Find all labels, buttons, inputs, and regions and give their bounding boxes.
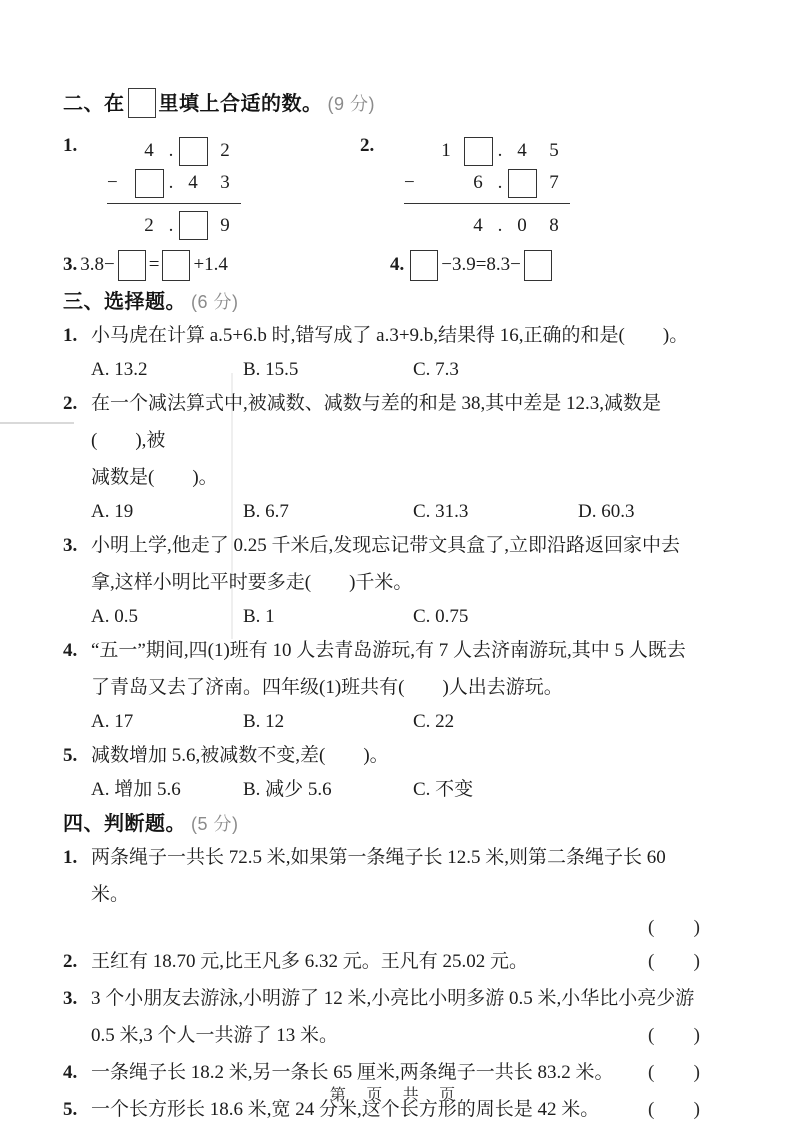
choice-question	[63, 317, 700, 385]
choice-option: B. 12	[243, 711, 285, 732]
decimal-point: .	[497, 140, 503, 161]
digit: 2	[220, 140, 230, 161]
minus-sign: −	[404, 172, 415, 193]
choice-question-text: 小马虎在计算 a.5+6.b 时,错写成了 a.3+9.b,结果得 16,正确的和是( )。	[91, 325, 689, 346]
fill-in-box	[179, 137, 208, 166]
choice-question-line	[63, 527, 700, 564]
fill-in-box	[464, 137, 493, 166]
judge-questions	[63, 839, 700, 1122]
judge-question-text: 一条绳子长 18.2 米,另一条长 65 厘米,两条绳子一共长 83.2 米。	[91, 1062, 614, 1083]
bracket-open: (	[648, 1025, 655, 1046]
choice-option: C. 不变	[413, 779, 474, 800]
digit: 4	[473, 214, 483, 236]
answer-bracket	[648, 943, 700, 980]
choice-question-line	[63, 632, 700, 669]
digit: 7	[549, 172, 559, 193]
decimal-point: .	[168, 214, 174, 236]
choice-option: B. 6.7	[243, 501, 289, 522]
equation-problems-row	[63, 245, 700, 285]
choice-question-text: 减数增加 5.6,被减数不变,差( )。	[91, 745, 389, 766]
choice-option: C. 7.3	[413, 359, 459, 380]
digit: 3	[220, 172, 230, 193]
section-judge-heading	[63, 809, 700, 839]
page-footer	[0, 1082, 793, 1105]
section-points: (9 分)	[327, 94, 375, 114]
vertical-problems-row	[63, 135, 700, 243]
answer-bracket	[648, 1017, 700, 1054]
question-number: 5.	[63, 1099, 78, 1120]
choice-option: A. 13.2	[91, 359, 148, 380]
answer-bracket	[648, 913, 700, 943]
question-number: 5.	[63, 745, 78, 766]
choice-option: A. 19	[91, 501, 134, 522]
vertical-subtraction-problem	[63, 135, 360, 243]
choice-question-line	[63, 385, 700, 459]
choice-question-text: 了青岛又去了济南。四年级(1)班共有( )人出去游玩。	[91, 677, 563, 698]
choice-option: A. 0.5	[91, 606, 138, 627]
question-number: 4.	[63, 640, 78, 661]
judge-question-text: 3 个小朋友去游泳,小明游了 12 米,小亮比小明多游 0.5 米,小华比小亮少游	[91, 988, 695, 1009]
choice-question-line	[63, 564, 700, 601]
choice-question-line	[63, 737, 700, 774]
problem-number: 1.	[63, 135, 78, 156]
box-cell	[506, 169, 538, 198]
judge-question-line	[63, 943, 700, 980]
question-number: 4.	[63, 1062, 78, 1083]
minus-sign: −	[107, 172, 118, 193]
problem-number: 3.	[63, 254, 78, 275]
fill-in-box	[410, 250, 438, 281]
equation-problem	[63, 250, 390, 281]
question-number: 1.	[63, 325, 78, 346]
fill-in-box	[162, 250, 190, 281]
bracket-close: )	[693, 951, 700, 972]
box-cell	[177, 211, 209, 240]
heading-text: 三、选择题。	[63, 291, 186, 313]
choice-question-line	[63, 317, 700, 354]
section-true-false	[63, 809, 700, 1122]
operand-row	[107, 167, 241, 199]
question-number: 2.	[63, 393, 78, 414]
choice-question-text: 减数是( )。	[91, 467, 218, 488]
question-number: 2.	[63, 951, 78, 972]
choice-option: B. 减少 5.6	[243, 779, 332, 800]
choice-option: C. 0.75	[413, 606, 469, 627]
box-cell	[462, 137, 494, 166]
box-cell	[133, 169, 165, 198]
section-points: (6 分)	[191, 292, 239, 312]
choice-questions	[63, 317, 700, 805]
choice-option: B. 1	[243, 606, 275, 627]
choice-question-text: “五一”期间,四(1)班有 10 人去青岛游玩,有 7 人去济南游玩,其中 5 人既去	[91, 640, 686, 661]
judge-question	[63, 943, 700, 980]
operand-row	[404, 135, 570, 167]
choice-options-row	[63, 601, 700, 632]
problem-body	[404, 135, 570, 243]
choice-option: C. 31.3	[413, 501, 469, 522]
question-number: 3.	[63, 535, 78, 556]
section-multiple-choice	[63, 287, 700, 805]
choice-option: D. 60.3	[578, 501, 635, 522]
digit: 9	[220, 214, 230, 236]
fill-in-box	[524, 250, 552, 281]
question-number: 1.	[63, 847, 78, 868]
operand-row	[404, 167, 570, 199]
judge-bracket-line	[63, 913, 700, 943]
bracket-close: )	[693, 917, 700, 938]
page-footer-text: 第 页 共 页	[329, 1087, 464, 1104]
result-row	[404, 203, 570, 243]
fill-in-box	[118, 250, 146, 281]
section-fill-heading	[63, 88, 700, 119]
digit: 8	[549, 214, 559, 236]
choice-options-row	[63, 354, 700, 385]
digit: 2	[144, 214, 154, 236]
choice-option: A. 增加 5.6	[91, 779, 181, 800]
digit: 4	[517, 140, 527, 161]
question-number: 3.	[63, 988, 78, 1009]
judge-question-line	[63, 980, 700, 1017]
bracket-open: (	[648, 951, 655, 972]
choice-question	[63, 385, 700, 527]
choice-question-text: 拿,这样小明比平时要多走( )千米。	[91, 572, 413, 593]
decimal-point: .	[497, 172, 503, 193]
judge-question	[63, 839, 700, 943]
bracket-close: )	[693, 1099, 700, 1120]
judge-question-line	[63, 839, 700, 913]
heading-text: 四、判断题。	[63, 813, 186, 835]
digit: 1	[441, 140, 451, 161]
bracket-open: (	[648, 917, 655, 938]
digit: 4	[144, 140, 154, 161]
fill-in-box	[135, 169, 164, 198]
decimal-point: .	[168, 172, 174, 193]
operand-row	[107, 135, 241, 167]
bracket-close: )	[693, 1025, 700, 1046]
section-choice-heading	[63, 287, 700, 317]
bracket-open: (	[648, 1062, 655, 1083]
equation-text: −3.9=8.3−	[441, 254, 521, 275]
digit: 6	[473, 172, 483, 193]
equation-text: 3.8−	[80, 254, 115, 275]
fill-in-box	[179, 211, 208, 240]
equation-text: =	[148, 254, 160, 275]
judge-question	[63, 980, 700, 1054]
decimal-point: .	[497, 214, 503, 236]
equation-problem	[390, 250, 555, 281]
choice-question-line	[63, 669, 700, 706]
choice-question	[63, 737, 700, 805]
section-points: (5 分)	[191, 814, 239, 834]
decimal-point: .	[168, 140, 174, 161]
equation-text: +1.4	[193, 254, 228, 275]
choice-option: C. 22	[413, 711, 455, 732]
judge-question-text: 王红有 18.70 元,比王凡多 6.32 元。王凡有 25.02 元。	[91, 951, 529, 972]
choice-question-text: 小明上学,他走了 0.25 千米后,发现忘记带文具盒了,立即沿路返回家中去	[91, 535, 681, 556]
result-row	[107, 203, 241, 243]
choice-question-text: 在一个减法算式中,被减数、减数与差的和是 38,其中差是 12.3,减数是( ),被	[91, 393, 662, 451]
choice-options-row	[63, 774, 700, 805]
choice-question	[63, 632, 700, 737]
heading-text: 里填上合适的数。	[158, 93, 323, 115]
choice-question-line	[63, 459, 700, 496]
digit: 0	[517, 214, 527, 236]
box-cell	[177, 137, 209, 166]
digit: 4	[188, 172, 198, 193]
fill-in-box	[128, 88, 156, 118]
bracket-open: (	[648, 1099, 655, 1120]
judge-question-line	[63, 1017, 700, 1054]
judge-question-text: 一个长方形长 18.6 米,宽 24 分米,这个长方形的周长是 42 米。	[91, 1099, 600, 1120]
bracket-close: )	[693, 1062, 700, 1083]
vertical-subtraction-problem	[360, 135, 570, 243]
problem-number: 4.	[390, 254, 405, 275]
section-fill-blanks	[63, 88, 700, 285]
fill-in-box	[508, 169, 537, 198]
digit: 5	[549, 140, 559, 161]
choice-option: B. 15.5	[243, 359, 299, 380]
judge-question-text: 两条绳子一共长 72.5 米,如果第一条绳子长 12.5 米,则第二条绳子长 60 米。	[91, 847, 666, 905]
choice-question	[63, 527, 700, 632]
problem-body	[107, 135, 241, 243]
heading-text: 二、在	[63, 93, 125, 115]
judge-question-text: 0.5 米,3 个人一共游了 13 米。	[91, 1025, 339, 1046]
choice-options-row	[63, 496, 700, 527]
problem-number: 2.	[360, 135, 375, 156]
choice-options-row	[63, 706, 700, 737]
choice-option: A. 17	[91, 711, 134, 732]
